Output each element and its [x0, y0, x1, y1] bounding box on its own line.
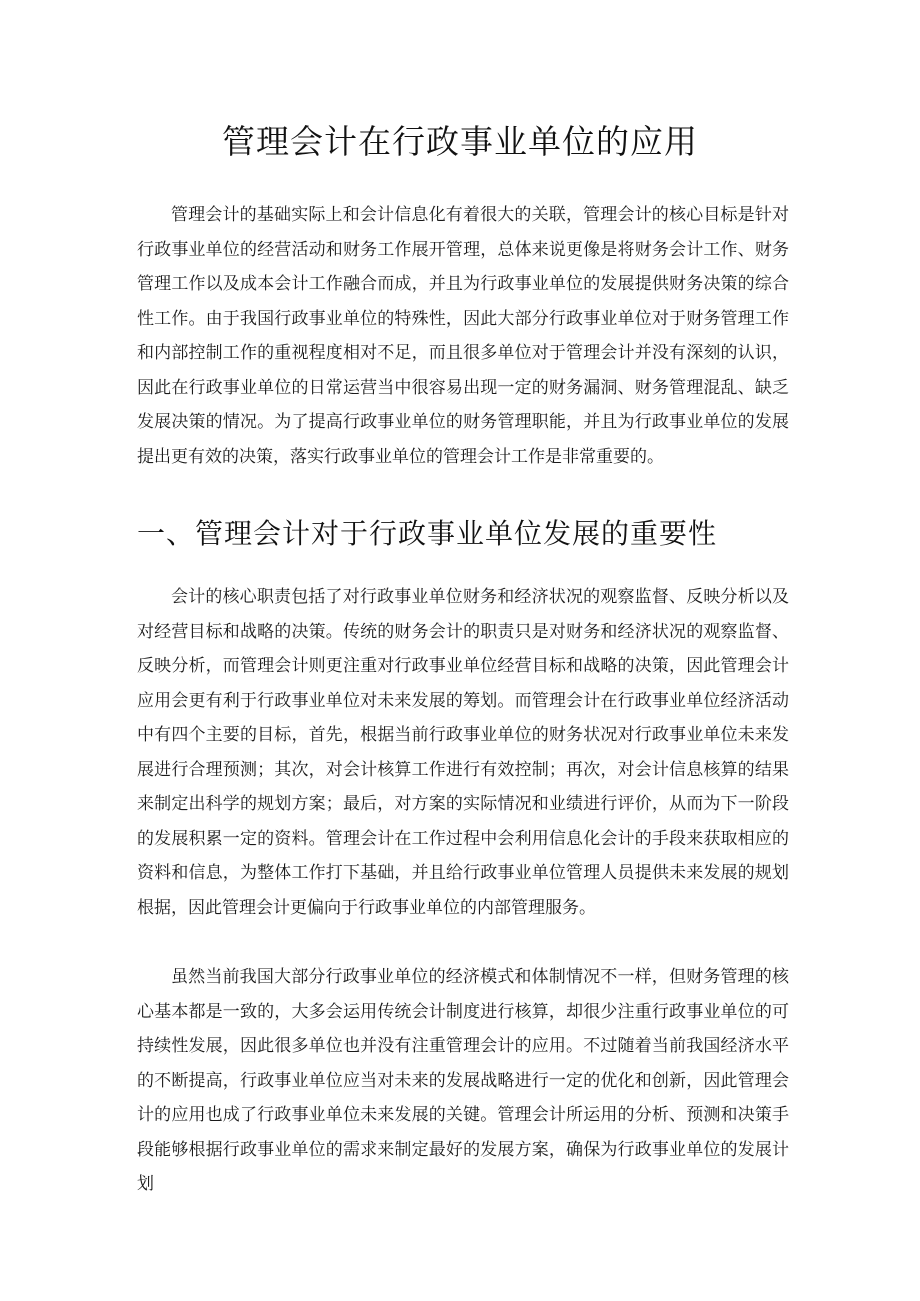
section-paragraph-1: 会计的核心职责包括了对行政事业单位财务和经济状况的观察监督、反映分析以及对经营目标和战略的决策。传统的财务会计的职责只是对财务和经济状况的观察监督、反映分析，而管理会计则更注重对行政事业单位经营目标和战略的决策，因此管理会计应用会更有利于行政事业单位对未来发展的筹划。而管理会计在行政事业单位经济活动中有四个主要的目标，首先，根据当前行政事业单位的财务状况对行政事业单位未来发展进行合理预测；其次，对会计核算工作进行有效控制；再次，对会计信息核算的结果来制定出科学的规划方案；最后，对方案的实际情况和业绩进行评价，从而为下一阶段的发展积累一定的资料。管理会计在工作过程中会利用信息化会计的手段来获取相应的资料和信息，为整体工作打下基础，并且给行政事业单位管理人员提供未来发展的规划根据，因此管理会计更偏向于行政事业单位的内部管理服务。 [137, 587, 789, 918]
section-paragraph-2: 虽然当前我国大部分行政事业单位的经济模式和体制情况不一样，但财务管理的核心基本都是一致的，大多会运用传统会计制度进行核算，却很少注重行政事业单位的可持续性发展，因此很多单位也并没有注重管理会计的应用。不过随着当前我国经济水平的不断提高，行政事业单位应当对未来的发展战略进行一定的优化和创新，因此管理会计的应用也成了行政事业单位未来发展的关键。管理会计所运用的分析、预测和决策手段能够根据行政事业单位的需求来制定最好的发展方案，确保为行政事业单位的发展计划 [137, 967, 789, 1194]
section-heading: 一、管理会计对于行政事业单位发展的重要性 [137, 517, 718, 550]
intro-paragraph: 管理会计的基础实际上和会计信息化有着很大的关联，管理会计的核心目标是针对行政事业单位的经营活动和财务工作展开管理，总体来说更像是将财务会计工作、财务管理工作以及成本会计工作融合而成，并且为行政事业单位的发展提供财务决策的综合性工作。由于我国行政事业单位的特殊性，因此大部分行政事业单位对于财务管理工作和内部控制工作的重视程度相对不足，而且很多单位对于管理会计并没有深刻的认识，因此在行政事业单位的日常运营当中很容易出现一定的财务漏洞、财务管理混乱、缺乏发展决策的情况。为了提高行政事业单位的财务管理职能，并且为行政事业单位的发展提出更有效的决策，落实行政事业单位的管理会计工作是非常重要的。 [137, 205, 789, 467]
document-title: 管理会计在行政事业单位的应用 [222, 122, 698, 161]
